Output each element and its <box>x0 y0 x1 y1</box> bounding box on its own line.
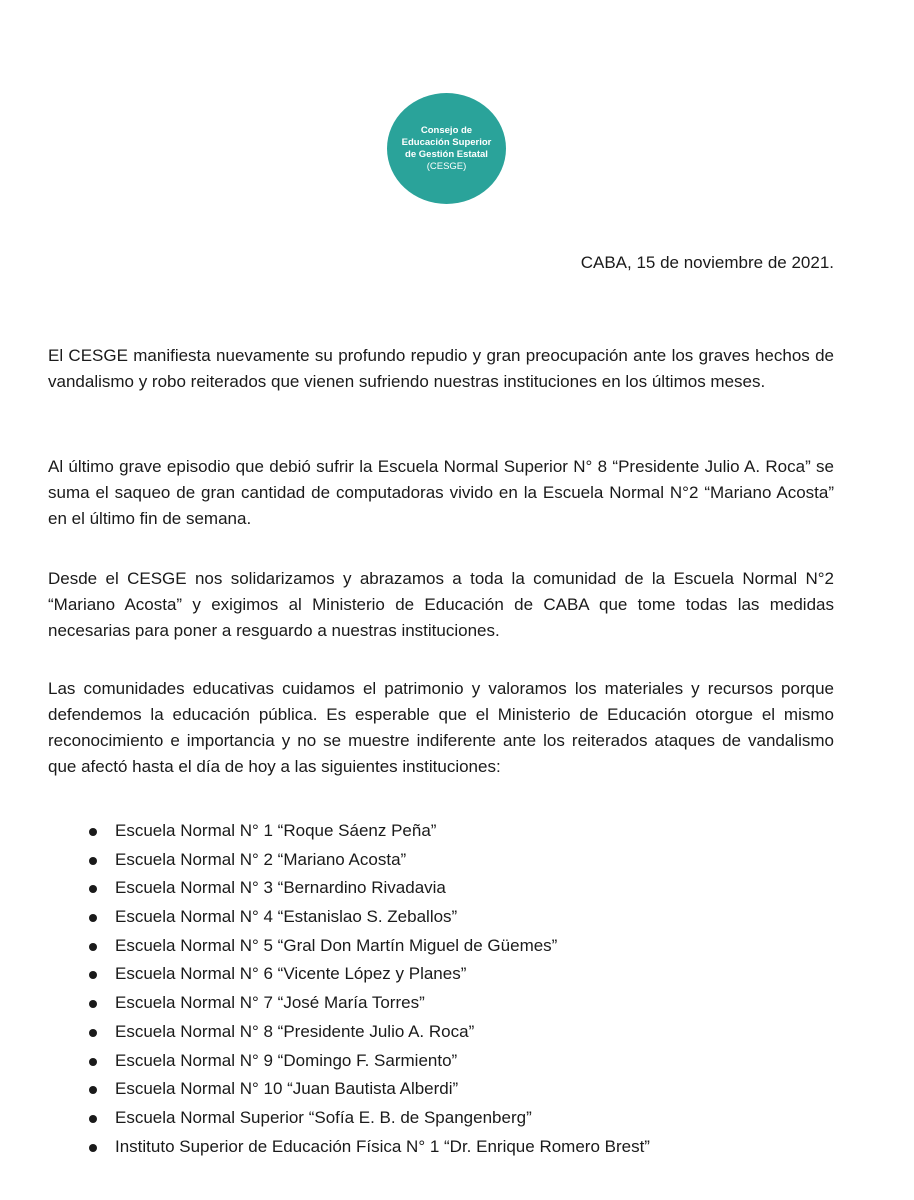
list-item <box>0 817 650 846</box>
bullet-icon <box>89 828 97 836</box>
list-item-text: Escuela Normal N° 9 “Domingo F. Sarmiento” <box>115 1050 458 1070</box>
bullet-icon <box>89 914 97 922</box>
bullet-icon <box>89 1144 97 1152</box>
list-item-text: Escuela Normal Superior “Sofía E. B. de Spangenberg” <box>115 1107 532 1127</box>
bullet-icon <box>89 971 97 979</box>
list-item <box>0 1018 650 1047</box>
list-item-text: Escuela Normal N° 6 “Vicente López y Planes” <box>115 964 467 984</box>
bullet-icon <box>89 885 97 893</box>
document-date: CABA, 15 de noviembre de 2021. <box>580 253 834 272</box>
cesge-logo <box>387 93 506 204</box>
list-item-text: Escuela Normal N° 4 “Estanislao S. Zeballos” <box>115 907 458 927</box>
list-item <box>0 932 650 961</box>
list-item-text: Escuela Normal N° 1 “Roque Sáenz Peña” <box>115 821 437 840</box>
list-item-text: Escuela Normal N° 10 “Juan Bautista Alberdi” <box>115 1079 459 1099</box>
list-item-text: Escuela Normal N° 5 “Gral Don Martín Miguel de Güemes” <box>115 935 558 955</box>
list-item <box>0 1133 650 1162</box>
paragraph: El CESGE manifiesta nuevamente su profundo repudio y gran preocupación ante los graves hechos de vandalismo y robo reiterados que vienen sufriendo nuestras instituciones en los últimos meses. <box>48 346 834 391</box>
logo-text-line: de Gestión Estatal <box>405 148 488 160</box>
list-item-text: Escuela Normal N° 2 “Mariano Acosta” <box>115 849 407 869</box>
list-item-text: Escuela Normal N° 3 “Bernardino Rivadavia <box>115 878 446 898</box>
list-item <box>0 846 650 875</box>
bullet-icon <box>89 1000 97 1008</box>
list-item <box>0 1075 650 1104</box>
list-item <box>0 1104 650 1133</box>
paragraph: Las comunidades educativas cuidamos el patrimonio y valoramos los materiales y recursos porque defendemos la educación pública. Es esperable que el Ministerio de Educación otorgue el mismo reconocimiento e importancia y no se muestre indiferente ante los reiterados ataques de vandalismo que afectó hasta el día de hoy a las siguientes instituciones: <box>48 679 834 776</box>
logo-text-line: Educación Superior <box>401 136 492 148</box>
list-item-text: Escuela Normal N° 8 “Presidente Julio A. Roca” <box>115 1021 475 1041</box>
bullet-icon <box>89 1086 97 1094</box>
list-item-text: Escuela Normal N° 7 “José María Torres” <box>115 993 425 1013</box>
list-item <box>0 1047 650 1076</box>
list-item <box>0 989 650 1018</box>
institutions-list <box>0 817 650 1161</box>
bullet-icon <box>89 1029 97 1037</box>
bullet-icon <box>89 1115 97 1123</box>
list-item <box>0 903 650 932</box>
paragraph: Desde el CESGE nos solidarizamos y abrazamos a toda la comunidad de la Escuela Normal N°2 “Mariano Acosta” y exigimos al Ministerio de Educación de CABA que tome todas las medidas necesarias para poner a resguardo a nuestras instituciones. <box>48 569 834 640</box>
list-item-text: Instituto Superior de Educación Física N° 1 “Dr. Enrique Romero Brest” <box>115 1136 650 1156</box>
paragraph: Al último grave episodio que debió sufrir la Escuela Normal Superior N° 8 “Presidente Julio A. Roca” se suma el saqueo de gran cantidad de computadoras vivido en la Escuela Normal N°2 “Mariano Acosta” en el último fin de semana. <box>48 457 834 528</box>
list-item <box>0 960 650 989</box>
logo-text-line: Consejo de <box>420 124 473 136</box>
list-item <box>0 874 650 903</box>
bullet-icon <box>89 1058 97 1066</box>
logo-text-line: (CESGE) <box>426 160 467 172</box>
bullet-icon <box>89 857 97 865</box>
bullet-icon <box>89 943 97 951</box>
